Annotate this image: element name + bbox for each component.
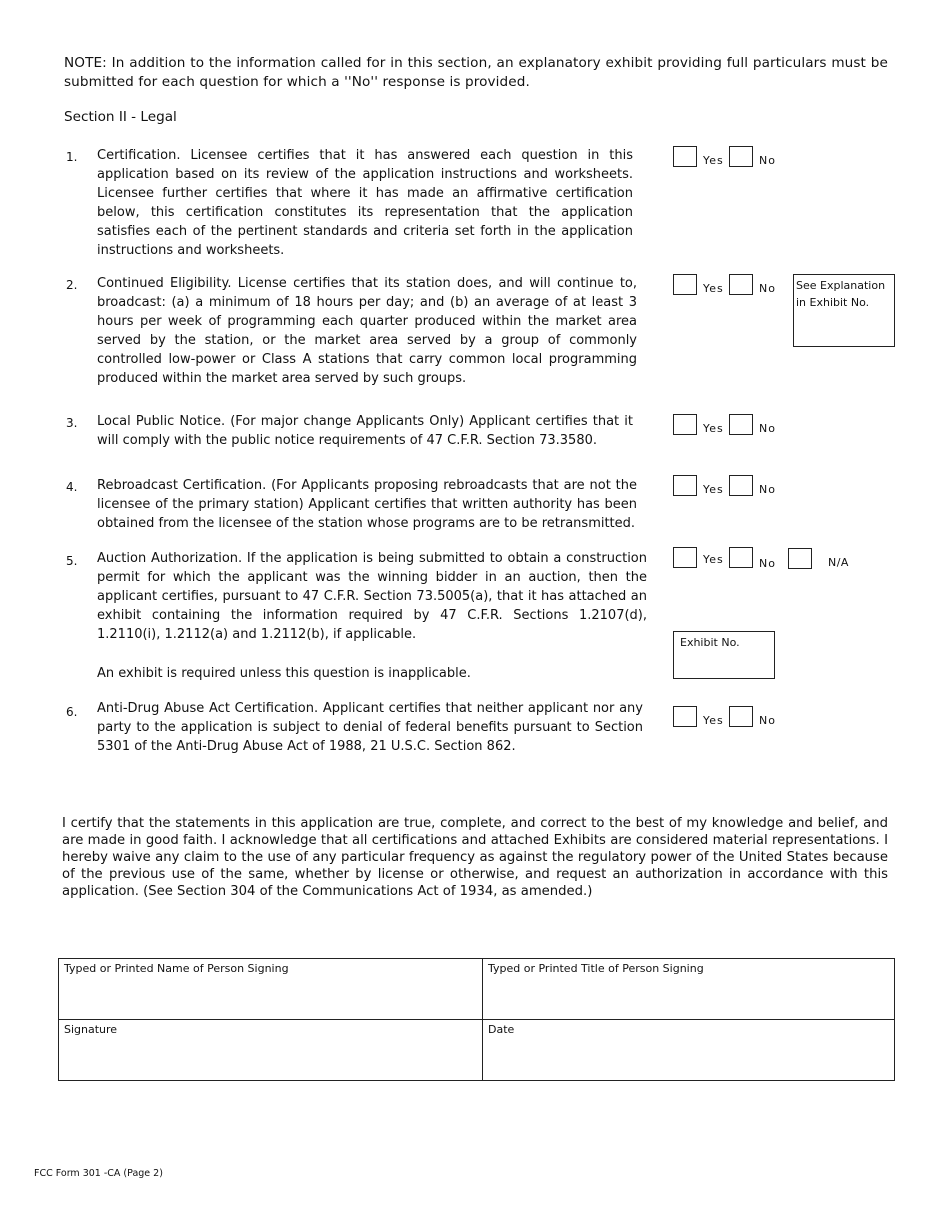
question-3-text: Local Public Notice. (For major change Applicants Only) Applicant certifies that it will comply with the public notice requirements of 47 C.F.R. Section 73.3580. xyxy=(97,414,633,448)
q3-yes-label: Yes xyxy=(703,422,724,435)
q4-yes-checkbox[interactable] xyxy=(673,475,697,496)
question-5-text: Auction Authorization. If the application is being submitted to obtain a construction permit for which the applicant was the winning bidder in an auction, then the applicant certifies, pursuant to 47 C.F.R. Section 73.5005(a), that it has attached an exhibit containing the information required by 47 C.F.R. Sections 1.2107(d), 1.2110(i), 1.2112(a) and 1.2112(b), if applicable. xyxy=(97,551,647,642)
title-label: Typed or Printed Title of Person Signing xyxy=(488,962,704,975)
q2-no-checkbox[interactable] xyxy=(729,274,753,295)
q3-no-label: No xyxy=(759,422,776,435)
signature-field[interactable] xyxy=(59,1020,483,1081)
note-text: NOTE: In addition to the information called for in this section, an explanatory exhibit providing full particulars must be submitted for each question for which a ''No'' response is provided. xyxy=(64,55,888,90)
question-6-number: 6. xyxy=(66,705,78,719)
q4-yes-label: Yes xyxy=(703,483,724,496)
q2-yes-checkbox[interactable] xyxy=(673,274,697,295)
question-4-number: 4. xyxy=(66,480,78,494)
question-6-text: Anti-Drug Abuse Act Certification. Applicant certifies that neither applicant nor any party to the application is subject to denial of federal benefits pursuant to Section 5301 of the Anti-Drug Abuse Act of 1988, 21 U.S.C. Section 862. xyxy=(97,701,643,754)
question-4-text: Rebroadcast Certification. (For Applicants proposing rebroadcasts that are not the licensee of the primary station) Applicant certifies that written authority has been obtained from the licensee of the station whose programs are to be retransmitted. xyxy=(97,478,637,531)
certification-statement: I certify that the statements in this application are true, complete, and correct to the best of my knowledge and belief, and are made in good faith. I acknowledge that all certifications and attached Exhibits are considered material representations. I hereby waive any claim to the use of any particular frequency as against the regulatory power of the United States because of the previous use of the same, whether by license or otherwise, and request an authorization in accordance with this application. (See Section 304 of the Communications Act of 1934, as amended.) xyxy=(62,816,888,899)
q5-yes-checkbox[interactable] xyxy=(673,547,697,568)
date-field[interactable] xyxy=(483,1020,895,1081)
q2-no-label: No xyxy=(759,282,776,295)
q1-yes-checkbox[interactable] xyxy=(673,146,697,167)
question-5-subtext: An exhibit is required unless this question is inapplicable. xyxy=(97,666,471,681)
q5-no-checkbox[interactable] xyxy=(729,547,753,568)
question-2-text: Continued Eligibility. License certifies that its station does, and will continue to, broadcast: (a) a minimum of 18 hours per day; and (b) an average of at least 3 hours per week of programming each quarter produced within the market area served by the station, or the market area served by a group of commonly controlled low-power or Class A stations that carry common local programming produced within the market area served by such groups. xyxy=(97,276,637,386)
q6-no-label: No xyxy=(759,714,776,727)
signature-table xyxy=(58,958,895,1081)
q1-no-label: No xyxy=(759,154,776,167)
q2-explanation-field[interactable] xyxy=(793,274,895,347)
name-field[interactable] xyxy=(59,959,483,1020)
q3-no-checkbox[interactable] xyxy=(729,414,753,435)
question-5-number: 5. xyxy=(66,554,78,568)
name-label: Typed or Printed Name of Person Signing xyxy=(64,962,289,975)
q1-no-checkbox[interactable] xyxy=(729,146,753,167)
q5-exhibit-field[interactable] xyxy=(673,631,775,679)
q6-yes-label: Yes xyxy=(703,714,724,727)
q6-no-checkbox[interactable] xyxy=(729,706,753,727)
question-1-number: 1. xyxy=(66,150,78,164)
date-label: Date xyxy=(488,1023,515,1036)
footer: FCC Form 301 -CA (Page 2) xyxy=(34,1168,163,1179)
q5-exhibit-label: Exhibit No. xyxy=(680,636,740,649)
q3-yes-checkbox[interactable] xyxy=(673,414,697,435)
question-2-number: 2. xyxy=(66,278,78,292)
q4-no-checkbox[interactable] xyxy=(729,475,753,496)
q5-na-label: N/A xyxy=(828,556,849,569)
q5-no-label: No xyxy=(759,557,776,570)
question-1-text: Certification. Licensee certifies that it has answered each question in this application based on its review of the application instructions and worksheets. Licensee further certifies that where it has made an affirmative certification below, this certification constitutes its representation that the application satisfies each of the pertinent standards and criteria set forth in the application instructions and worksheets. xyxy=(97,148,633,258)
signature-label: Signature xyxy=(64,1023,118,1036)
q5-yes-label: Yes xyxy=(703,553,724,566)
section-heading: Section II - Legal xyxy=(64,109,177,125)
q6-yes-checkbox[interactable] xyxy=(673,706,697,727)
q4-no-label: No xyxy=(759,483,776,496)
question-3-number: 3. xyxy=(66,416,78,430)
q2-explanation-label: See Explanation in Exhibit No. xyxy=(796,279,886,309)
q5-na-checkbox[interactable] xyxy=(788,548,812,569)
title-field[interactable] xyxy=(483,959,895,1020)
q1-yes-label: Yes xyxy=(703,154,724,167)
q2-yes-label: Yes xyxy=(703,282,724,295)
